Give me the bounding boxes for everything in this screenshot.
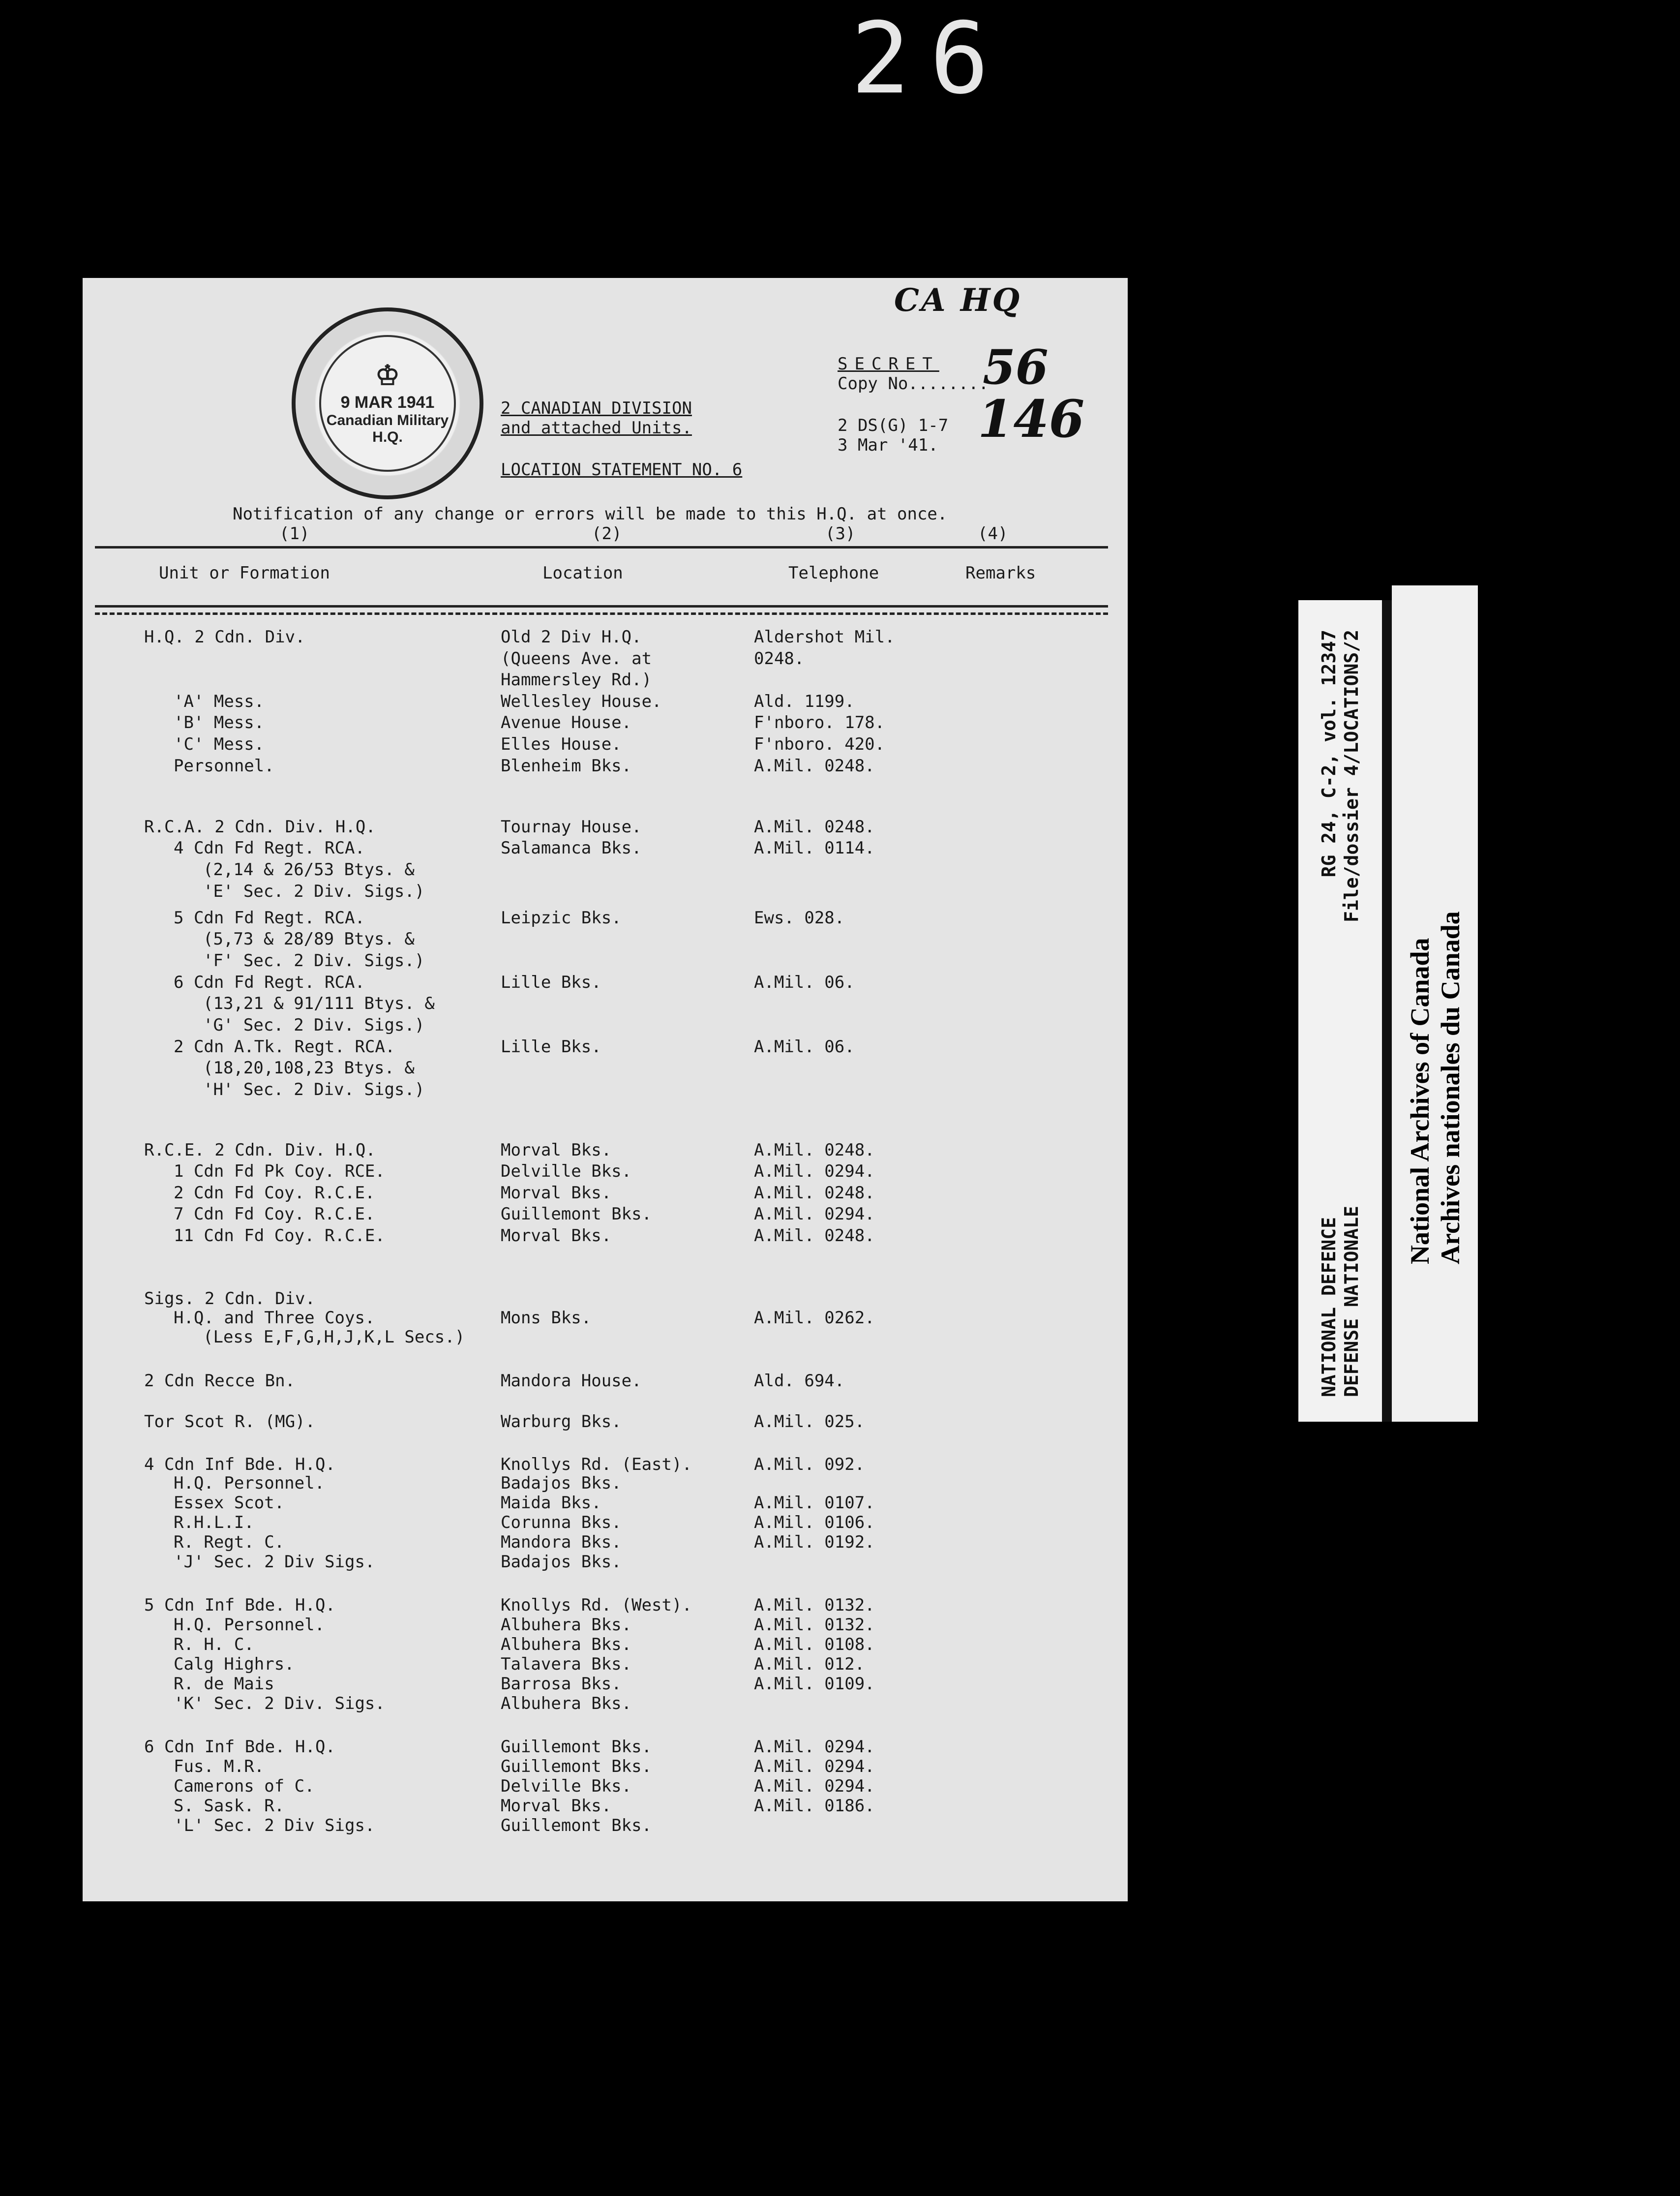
table-cell-unit: 5 Cdn Fd Regt. RCA. <box>174 908 365 928</box>
department-line-2: DEFENSE NATIONALE <box>1341 1206 1362 1397</box>
table-cell-telephone: A.Mil. 0294. <box>754 1161 875 1181</box>
table-cell-location: Maida Bks. <box>501 1493 601 1513</box>
table-cell-telephone: A.Mil. 0114. <box>754 838 875 858</box>
table-cell-telephone: A.Mil. 0192. <box>754 1532 875 1552</box>
department-line-1: NATIONAL DEFENCE <box>1318 1217 1340 1397</box>
table-cell-unit: Camerons of C. <box>174 1776 315 1796</box>
archive-divider <box>1382 600 1392 1422</box>
table-cell-unit: 'B' Mess. <box>174 713 265 732</box>
table-cell-location: Guillemont Bks. <box>501 1757 652 1776</box>
file-reference-line-1: RG 24, C-2, vol. 12347 <box>1318 630 1340 878</box>
table-cell-location: Delville Bks. <box>501 1161 632 1181</box>
copy-number-label: Copy No........ <box>838 374 989 394</box>
division-title: 2 CANADIAN DIVISION <box>501 398 692 418</box>
secret-label: SECRET <box>838 354 939 374</box>
notification-text: Notification of any change or errors will be made to this H.Q. at once. <box>233 504 948 524</box>
column-header-remarks: Remarks <box>965 563 1036 583</box>
table-cell-unit: Tor Scot R. (MG). <box>144 1412 315 1432</box>
table-cell-location: Hammersley Rd.) <box>501 670 652 690</box>
table-cell-unit: R. de Mais <box>174 1674 274 1694</box>
column-number-4: (4) <box>978 524 1008 544</box>
table-cell-telephone: A.Mil. 0109. <box>754 1674 875 1694</box>
table-cell-location: Knollys Rd. (West). <box>501 1595 692 1615</box>
table-cell-unit: S. Sask. R. <box>174 1796 285 1816</box>
table-cell-telephone: A.Mil. 0107. <box>754 1493 875 1513</box>
table-cell-unit: 6 Cdn Inf Bde. H.Q. <box>144 1737 335 1757</box>
table-cell-unit: 2 Cdn Recce Bn. <box>144 1371 296 1391</box>
table-cell-unit: Essex Scot. <box>174 1493 285 1513</box>
stamp-date: 9 MAR 1941 <box>340 393 435 412</box>
table-cell-telephone: A.Mil. 0294. <box>754 1204 875 1224</box>
table-cell-location: Albuhera Bks. <box>501 1615 632 1635</box>
table-cell-unit: 6 Cdn Fd Regt. RCA. <box>174 973 365 992</box>
table-cell-unit: 'F' Sec. 2 Div. Sigs.) <box>203 951 425 971</box>
table-cell-unit: 'A' Mess. <box>174 692 265 711</box>
table-cell-location: Mandora Bks. <box>501 1532 622 1552</box>
table-cell-telephone: A.Mil. 0248. <box>754 817 875 837</box>
file-reference <box>1318 600 1363 1026</box>
column-header-telephone: Telephone <box>788 563 879 583</box>
table-cell-unit: 'E' Sec. 2 Div. Sigs.) <box>203 882 425 901</box>
stamp-line-2: H.Q. <box>372 428 403 445</box>
column-header-rule-dashed <box>95 612 1108 615</box>
table-cell-telephone: Aldershot Mil. <box>754 627 895 647</box>
table-cell-unit: (5,73 & 28/89 Btys. & <box>203 929 415 949</box>
table-cell-location: Badajos Bks. <box>501 1552 622 1572</box>
table-cell-location: Guillemont Bks. <box>501 1816 652 1835</box>
handwritten-annotation: CA HQ <box>894 282 1022 319</box>
table-cell-unit: 'K' Sec. 2 Div. Sigs. <box>174 1694 385 1713</box>
archive-name-english: National Archives of Canada <box>1405 938 1435 1264</box>
table-cell-telephone: A.Mil. 0294. <box>754 1776 875 1796</box>
table-cell-location: Lille Bks. <box>501 973 601 992</box>
table-cell-unit: 4 Cdn Inf Bde. H.Q. <box>144 1455 335 1474</box>
table-cell-unit: R.C.A. 2 Cdn. Div. H.Q. <box>144 817 376 837</box>
table-cell-location: Knollys Rd. (East). <box>501 1455 692 1474</box>
table-cell-unit: 'L' Sec. 2 Div Sigs. <box>174 1816 375 1835</box>
received-stamp <box>292 307 483 499</box>
column-header-location: Location <box>542 563 623 583</box>
table-cell-telephone: A.Mil. 092. <box>754 1455 865 1474</box>
table-cell-unit: Fus. M.R. <box>174 1757 265 1776</box>
statement-title: LOCATION STATEMENT NO. 6 <box>501 460 743 480</box>
table-cell-location: Morval Bks. <box>501 1796 612 1816</box>
column-header-rule <box>95 605 1108 608</box>
table-cell-location: Guillemont Bks. <box>501 1204 652 1224</box>
table-cell-telephone: Ews. 028. <box>754 908 845 928</box>
department-label <box>1318 1026 1363 1422</box>
table-cell-telephone: A.Mil. 0248. <box>754 1183 875 1203</box>
table-cell-unit: R.H.L.I. <box>174 1513 254 1532</box>
table-cell-location: Talavera Bks. <box>501 1654 632 1674</box>
table-cell-location: Tournay House. <box>501 817 642 837</box>
table-cell-telephone: Ald. 694. <box>754 1371 845 1391</box>
handwritten-file-number: 146 <box>978 389 1085 449</box>
table-cell-telephone: F'nboro. 420. <box>754 734 885 754</box>
archive-label-tag <box>1392 585 1478 1422</box>
table-cell-location: Leipzic Bks. <box>501 908 622 928</box>
table-cell-telephone: A.Mil. 025. <box>754 1412 865 1432</box>
table-cell-location: Old 2 Div H.Q. <box>501 627 642 647</box>
table-cell-unit: Sigs. 2 Cdn. Div. <box>144 1289 315 1309</box>
table-cell-unit: 'J' Sec. 2 Div Sigs. <box>174 1552 375 1572</box>
crown-icon: ♔ <box>375 359 400 391</box>
table-cell-location: Morval Bks. <box>501 1226 612 1246</box>
document-date: 3 Mar '41. <box>838 435 938 455</box>
table-cell-telephone: A.Mil. 0262. <box>754 1308 875 1328</box>
table-cell-unit: (2,14 & 26/53 Btys. & <box>203 860 415 880</box>
table-cell-location: (Queens Ave. at <box>501 649 652 669</box>
column-number-3: (3) <box>825 524 856 544</box>
handwritten-copy-number: 56 <box>983 339 1049 395</box>
table-cell-location: Mons Bks. <box>501 1308 592 1328</box>
table-cell-location: Barrosa Bks. <box>501 1674 622 1694</box>
table-cell-unit: 1 Cdn Fd Pk Coy. RCE. <box>174 1161 385 1181</box>
table-cell-unit: H.Q. Personnel. <box>174 1473 325 1493</box>
table-cell-telephone: A.Mil. 0106. <box>754 1513 875 1532</box>
table-cell-telephone: 0248. <box>754 649 805 669</box>
column-number-1: (1) <box>279 524 310 544</box>
table-cell-telephone: Ald. 1199. <box>754 692 855 711</box>
frame-number: 26 <box>851 1 1009 116</box>
table-cell-location: Badajos Bks. <box>501 1473 622 1493</box>
table-cell-location: Lille Bks. <box>501 1037 601 1057</box>
file-reference-line-2: File/dossier 4/LOCATIONS/2 <box>1341 630 1362 922</box>
archive-name-french: Archives nationales du Canada <box>1435 911 1465 1264</box>
table-cell-unit: R. H. C. <box>174 1635 254 1654</box>
table-cell-location: Morval Bks. <box>501 1140 612 1160</box>
table-cell-telephone: A.Mil. 06. <box>754 973 855 992</box>
table-cell-unit: 2 Cdn Fd Coy. R.C.E. <box>174 1183 375 1203</box>
table-cell-location: Elles House. <box>501 734 622 754</box>
table-cell-unit: (13,21 & 91/111 Btys. & <box>203 994 435 1013</box>
table-cell-unit: R. Regt. C. <box>174 1532 285 1552</box>
column-header-unit: Unit or Formation <box>159 563 330 583</box>
table-cell-location: Delville Bks. <box>501 1776 632 1796</box>
table-cell-location: Warburg Bks. <box>501 1412 622 1432</box>
document-page <box>83 278 1128 1901</box>
table-cell-telephone: A.Mil. 0248. <box>754 1140 875 1160</box>
attached-units: and attached Units. <box>501 418 692 438</box>
table-cell-location: Guillemont Bks. <box>501 1737 652 1757</box>
table-cell-telephone: A.Mil. 0294. <box>754 1737 875 1757</box>
table-cell-telephone: A.Mil. 0186. <box>754 1796 875 1816</box>
table-cell-unit: Personnel. <box>174 756 274 776</box>
table-cell-unit: 'H' Sec. 2 Div. Sigs.) <box>203 1080 425 1099</box>
column-number-2: (2) <box>592 524 622 544</box>
table-cell-telephone: A.Mil. 06. <box>754 1037 855 1057</box>
table-cell-unit: 2 Cdn A.Tk. Regt. RCA. <box>174 1037 395 1057</box>
table-cell-location: Mandora House. <box>501 1371 642 1391</box>
table-cell-unit: H.Q. Personnel. <box>174 1615 325 1635</box>
table-cell-location: Albuhera Bks. <box>501 1635 632 1654</box>
table-cell-unit: R.C.E. 2 Cdn. Div. H.Q. <box>144 1140 376 1160</box>
table-cell-unit: 7 Cdn Fd Coy. R.C.E. <box>174 1204 375 1224</box>
reference-number: 2 DS(G) 1-7 <box>838 416 949 435</box>
table-cell-location: Avenue House. <box>501 713 632 732</box>
table-cell-location: Blenheim Bks. <box>501 756 632 776</box>
table-cell-unit: H.Q. and Three Coys. <box>174 1308 375 1328</box>
table-cell-telephone: A.Mil. 0248. <box>754 1226 875 1246</box>
table-cell-telephone: A.Mil. 012. <box>754 1654 865 1674</box>
table-cell-location: Corunna Bks. <box>501 1513 622 1532</box>
table-cell-telephone: A.Mil. 0132. <box>754 1615 875 1635</box>
table-cell-unit: 5 Cdn Inf Bde. H.Q. <box>144 1595 335 1615</box>
table-cell-location: Albuhera Bks. <box>501 1694 632 1713</box>
table-cell-unit: 11 Cdn Fd Coy. R.C.E. <box>174 1226 385 1246</box>
archive-reference-strip <box>1298 600 1382 1422</box>
table-cell-telephone: A.Mil. 0132. <box>754 1595 875 1615</box>
table-cell-unit: Calg Highrs. <box>174 1654 295 1674</box>
table-cell-telephone: A.Mil. 0248. <box>754 756 875 776</box>
table-cell-telephone: A.Mil. 0294. <box>754 1757 875 1776</box>
table-cell-unit: 'C' Mess. <box>174 734 265 754</box>
table-cell-telephone: A.Mil. 0108. <box>754 1635 875 1654</box>
table-cell-unit: 'G' Sec. 2 Div. Sigs.) <box>203 1015 425 1035</box>
table-cell-unit: (18,20,108,23 Btys. & <box>203 1058 415 1078</box>
table-cell-unit: 4 Cdn Fd Regt. RCA. <box>174 838 365 858</box>
stamp-line-1: Canadian Military <box>326 412 449 428</box>
table-cell-unit: H.Q. 2 Cdn. Div. <box>144 627 305 647</box>
table-cell-telephone: F'nboro. 178. <box>754 713 885 732</box>
table-cell-unit: (Less E,F,G,H,J,K,L Secs.) <box>203 1327 465 1347</box>
table-cell-location: Wellesley House. <box>501 692 662 711</box>
table-cell-location: Salamanca Bks. <box>501 838 642 858</box>
header-rule <box>95 546 1108 549</box>
table-cell-location: Morval Bks. <box>501 1183 612 1203</box>
